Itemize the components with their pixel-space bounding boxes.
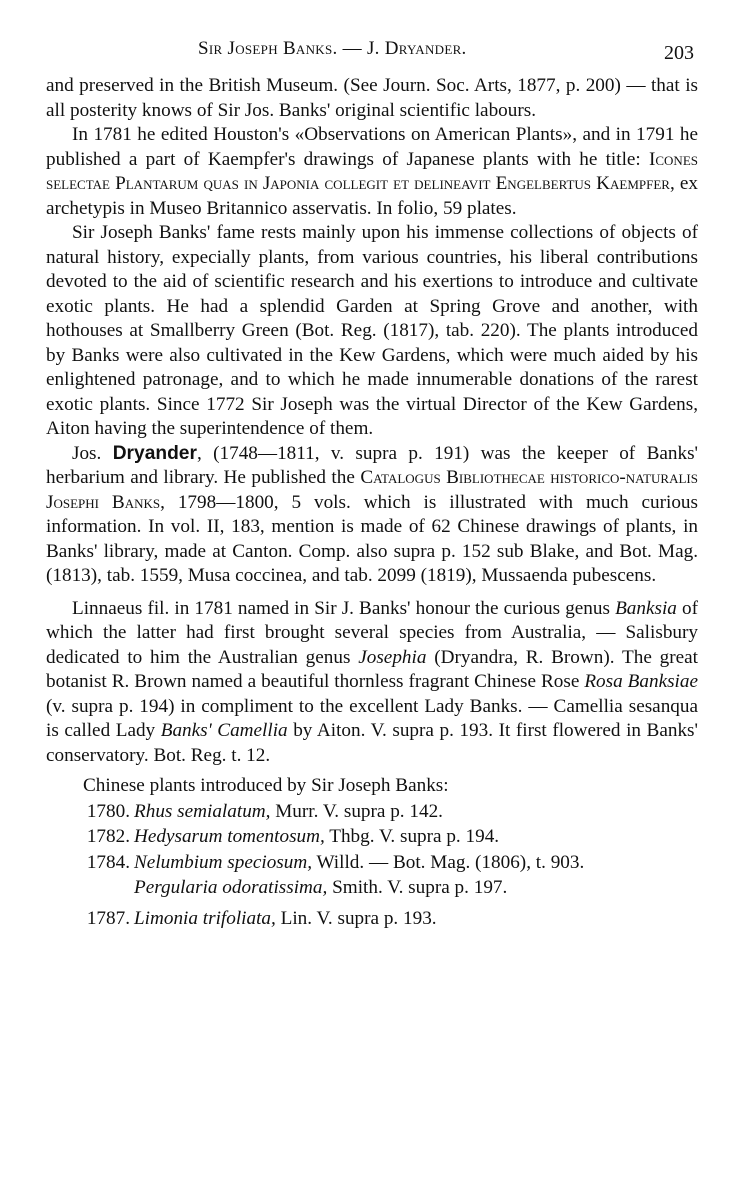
plant-list-item — [46, 876, 698, 901]
plant-entry — [134, 876, 698, 901]
catalogus-title: Catalogus Bibliothecae historico-naturalis Josephi Banks — [46, 467, 698, 513]
plant-reference: Lin. V. supra p. 193. — [275, 907, 437, 929]
plant-year: 1787. — [86, 907, 130, 929]
paragraph-4-text-mid: , (1748—1811, v. supra p. 191) was the keeper of Banks' herbarium and library. He published the — [46, 442, 698, 488]
plant-list-item — [46, 800, 698, 825]
paragraph-5-text-4: (v. supra p. 194) in compliment to the excellent Lady Banks. — Camellia sesanqua is called Lady — [46, 695, 698, 741]
italic-rosa-banksiae: Rosa Banksiae — [584, 671, 698, 692]
paragraph-4-text-end: , 1798—1800, 5 vols. which is illustrated with much curious information. In vol. II, 183, mention is made of 62 Chinese drawings of plants, in Banks' library, made at Canton. Comp. also supra p. 152 sub Blake, and Bot. Mag. (1813), tab. 1559, Musa coccinea, and tab. 2099 (1819), Mussaenda pubescens. — [46, 491, 698, 586]
plant-entry — [134, 800, 698, 825]
paragraph-5-text-2: of which the latter had first brought several species from Australia, — Salisbury dedicated to him the Australian genus — [46, 597, 698, 668]
paragraph-2-text-start: In 1781 he edited Houston's «Observations on American Plants», and in 1791 he published a part of Kaempfer's drawings of Japanese plants with he title: — [46, 124, 698, 170]
italic-banksia: Banksia — [615, 597, 677, 619]
dryander-name: Dryander — [112, 442, 197, 464]
plant-reference: Murr. V. supra p. 142. — [270, 800, 443, 822]
body-text — [46, 74, 698, 932]
plant-list — [46, 774, 698, 931]
paragraph-1: and preserved in the British Museum. (See Journ. Soc. Arts, 1877, p. 200) — that is all posterity knows of Sir Jos. Banks' original scientific labours. — [46, 75, 698, 121]
paragraph-4 — [46, 442, 698, 589]
paragraph-3: Sir Joseph Banks' fame rests mainly upon his immense collections of objects of natural history, expecially plants, from various countries, his liberal contributions devoted to the aid of scientific research and his exertions to introduce and cultivate exotic plants. He had a splendid Garden at Spring Grove and another, with hothouses at Smallberry Green (Bot. Reg. (1817), tab. 220). The plants introduced by Banks were also cultivated in the Kew Gardens, which were much aided by his enlightened patronage, and to which he made innumerable donations of the rarest exotic plants. Since 1772 Sir Joseph was the virtual Director of the Kew Gardens, Aiton having the superintendence of them. — [46, 222, 698, 439]
paragraph-5-text-1: Linnaeus fil. in 1781 named in Sir J. Banks' honour the curious genus — [72, 597, 616, 619]
paragraph-2 — [46, 123, 698, 221]
paragraph-4-text-start: Jos. — [72, 442, 113, 464]
plant-name: Rhus semialatum, — [134, 800, 271, 822]
plant-year: 1782. — [86, 826, 130, 847]
plant-year — [46, 876, 134, 901]
kaempfer-title: Icones selectae Plantarum quas in Japonia collegit et delineavit Engelbertus Kaempfer — [46, 148, 698, 194]
plant-entry — [134, 907, 698, 932]
plant-list-item — [46, 851, 698, 876]
plant-year: 1780. — [86, 800, 130, 822]
plant-list-item — [46, 825, 698, 850]
plant-reference: Willd. — Bot. Mag. (1806), t. 903. — [312, 851, 585, 873]
page-number: 203 — [664, 42, 694, 64]
plant-reference: Smith. V. supra p. 197. — [327, 877, 508, 898]
plant-entry — [134, 825, 698, 850]
italic-josephia: Josephia — [358, 646, 427, 668]
paragraph-5-text-3: (Dryandra, R. Brown). The great botanist R. Brown named a beautiful thornless fragrant Chinese Rose — [46, 646, 698, 692]
plant-entry — [134, 851, 698, 876]
paragraph-5 — [46, 597, 698, 769]
plant-name: Pergularia odoratissima, — [134, 877, 328, 898]
italic-banks-camellia: Banks' Camellia — [160, 720, 288, 741]
paragraph-2-text-end: , ex archetypis in Museo Britannico asservatis. In folio, 59 plates. — [46, 173, 698, 219]
plant-reference: Thbg. V. supra p. 194. — [324, 826, 500, 847]
running-header — [0, 36, 739, 66]
header-title: Sir Joseph Banks. — J. Dryander. — [198, 38, 467, 59]
plant-year: 1784. — [86, 851, 130, 873]
plant-name: Nelumbium speciosum, — [134, 851, 312, 873]
plant-list-item — [46, 907, 698, 932]
plant-name: Hedysarum tomentosum, — [134, 826, 325, 847]
plant-list-heading: Chinese plants introduced by Sir Joseph Banks: — [83, 775, 449, 796]
plant-name: Limonia trifoliata, — [134, 907, 276, 929]
paragraph-5-text-5: by Aiton. V. supra p. 193. It first flowered in Banks' conservatory. Bot. Reg. t. 12. — [46, 720, 698, 766]
